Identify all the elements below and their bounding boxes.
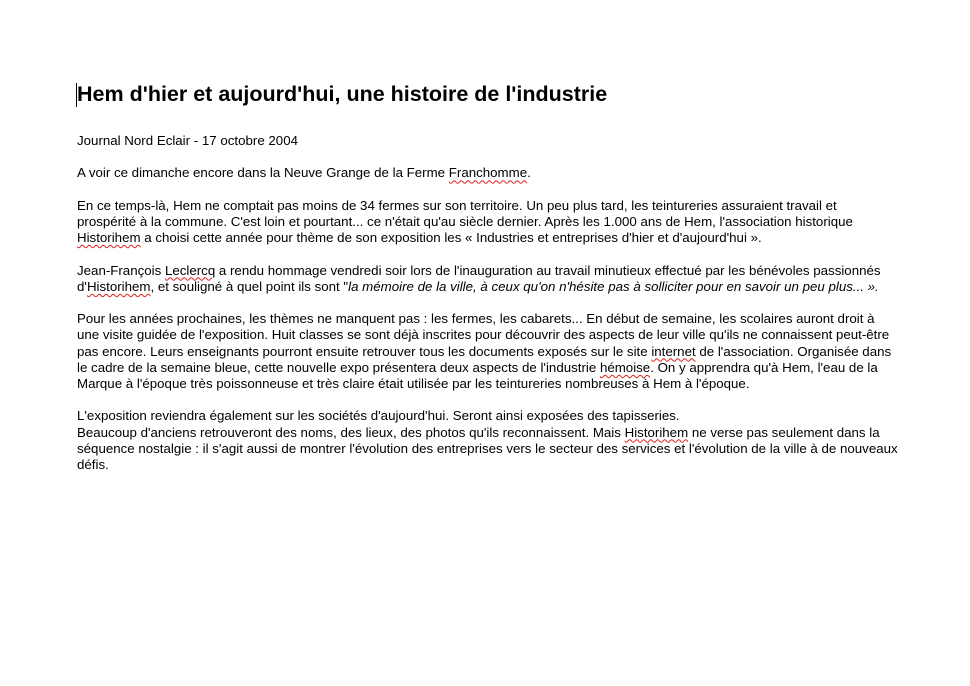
paragraph-text: a choisi cette année pour thème de son exposition les « Industries et entreprises d'hier et d'aujourd'hui ».	[140, 230, 762, 246]
italic-quote: la mémoire de la ville, à ceux qu'on n'hésite pas à solliciter pour en savoir un peu plus... ».	[348, 278, 879, 294]
paragraph-text: En ce temps-là, Hem ne comptait pas moins de 34 fermes sur son territoire. Un peu plus tard, les teintureries assuraient travail et prospérité à la commune. C'est loin et pourtant... ce n'était qu'au siècle dernier. Après les 1.000 ans de Hem, l'association historique	[77, 197, 853, 229]
paragraph-text: de l'association. Organisée dans le cadre de la semaine bleue, cette nouvelle expo présentera deux aspects de l'industrie	[77, 343, 892, 375]
paragraph-tribute	[77, 263, 899, 295]
paragraph-text: A voir ce dimanche encore dans la Neuve Grange de la Ferme	[77, 165, 449, 181]
text-cursor	[76, 83, 77, 107]
paragraph-text: . On y apprendra qu'à Hem, l'eau de la Marque à l'époque très poissonneuse et très claire était utilisée par les teintureries nombreuses à Hem à l'époque.	[77, 359, 878, 391]
misspelled-word[interactable]: Historihem	[624, 424, 689, 440]
paragraph-line	[77, 425, 899, 474]
paragraph-companies	[77, 408, 899, 473]
document-body[interactable]	[77, 80, 899, 473]
misspelled-word[interactable]: Historihem	[77, 230, 141, 246]
misspelled-word[interactable]: Historihem	[86, 278, 151, 294]
paragraph-line: L'exposition reviendra également sur les sociétés d'aujourd'hui. Seront ainsi exposées des tapisseries.	[77, 408, 680, 424]
misspelled-word[interactable]: hémoise	[599, 359, 651, 375]
paragraph-text: .	[527, 165, 531, 181]
paragraph-history	[77, 198, 899, 247]
paragraph-text: a rendu hommage vendredi soir lors de l'inauguration au travail minutieux effectué par les bénévoles passionnés d'	[77, 262, 881, 294]
paragraph-text: Jean-François	[77, 262, 165, 278]
paragraph-intro	[77, 165, 899, 181]
paragraph-text: , et souligné à quel point ils sont "	[150, 278, 349, 294]
paragraph-upcoming	[77, 311, 899, 392]
paragraph-text: Beaucoup d'anciens retrouveront des noms, des lieux, des photos qu'ils reconnaissent. Mais	[77, 424, 625, 440]
misspelled-word[interactable]: Franchomme	[448, 165, 528, 181]
misspelled-word[interactable]: Leclercq	[164, 262, 216, 278]
misspelled-word[interactable]: internet	[651, 343, 696, 359]
document-title-text: Hem d'hier et aujourd'hui, une histoire de l'industrie	[77, 82, 608, 106]
document-title[interactable]	[77, 80, 899, 108]
paragraph-text: Pour les années prochaines, les thèmes ne manquent pas : les fermes, les cabarets... En début de semaine, les scolaires auront droit à une visite guidée de l'exposition. Huit classes se sont déjà inscrites pour découvrir des aspects de leur ville qu'ils ne connaissent peut-être pas encore. Leurs enseignants pourront ensuite retrouver tous les documents exposés sur le site	[77, 311, 890, 359]
article-source: Journal Nord Eclair - 17 octobre 2004	[77, 133, 298, 148]
paragraph-text: ne verse pas seulement dans la séquence nostalgie : il s'agit aussi de montrer l'évolution des entreprises vers le secteur des services et l'évolution de la ville à de nouveaux défis.	[77, 424, 898, 472]
